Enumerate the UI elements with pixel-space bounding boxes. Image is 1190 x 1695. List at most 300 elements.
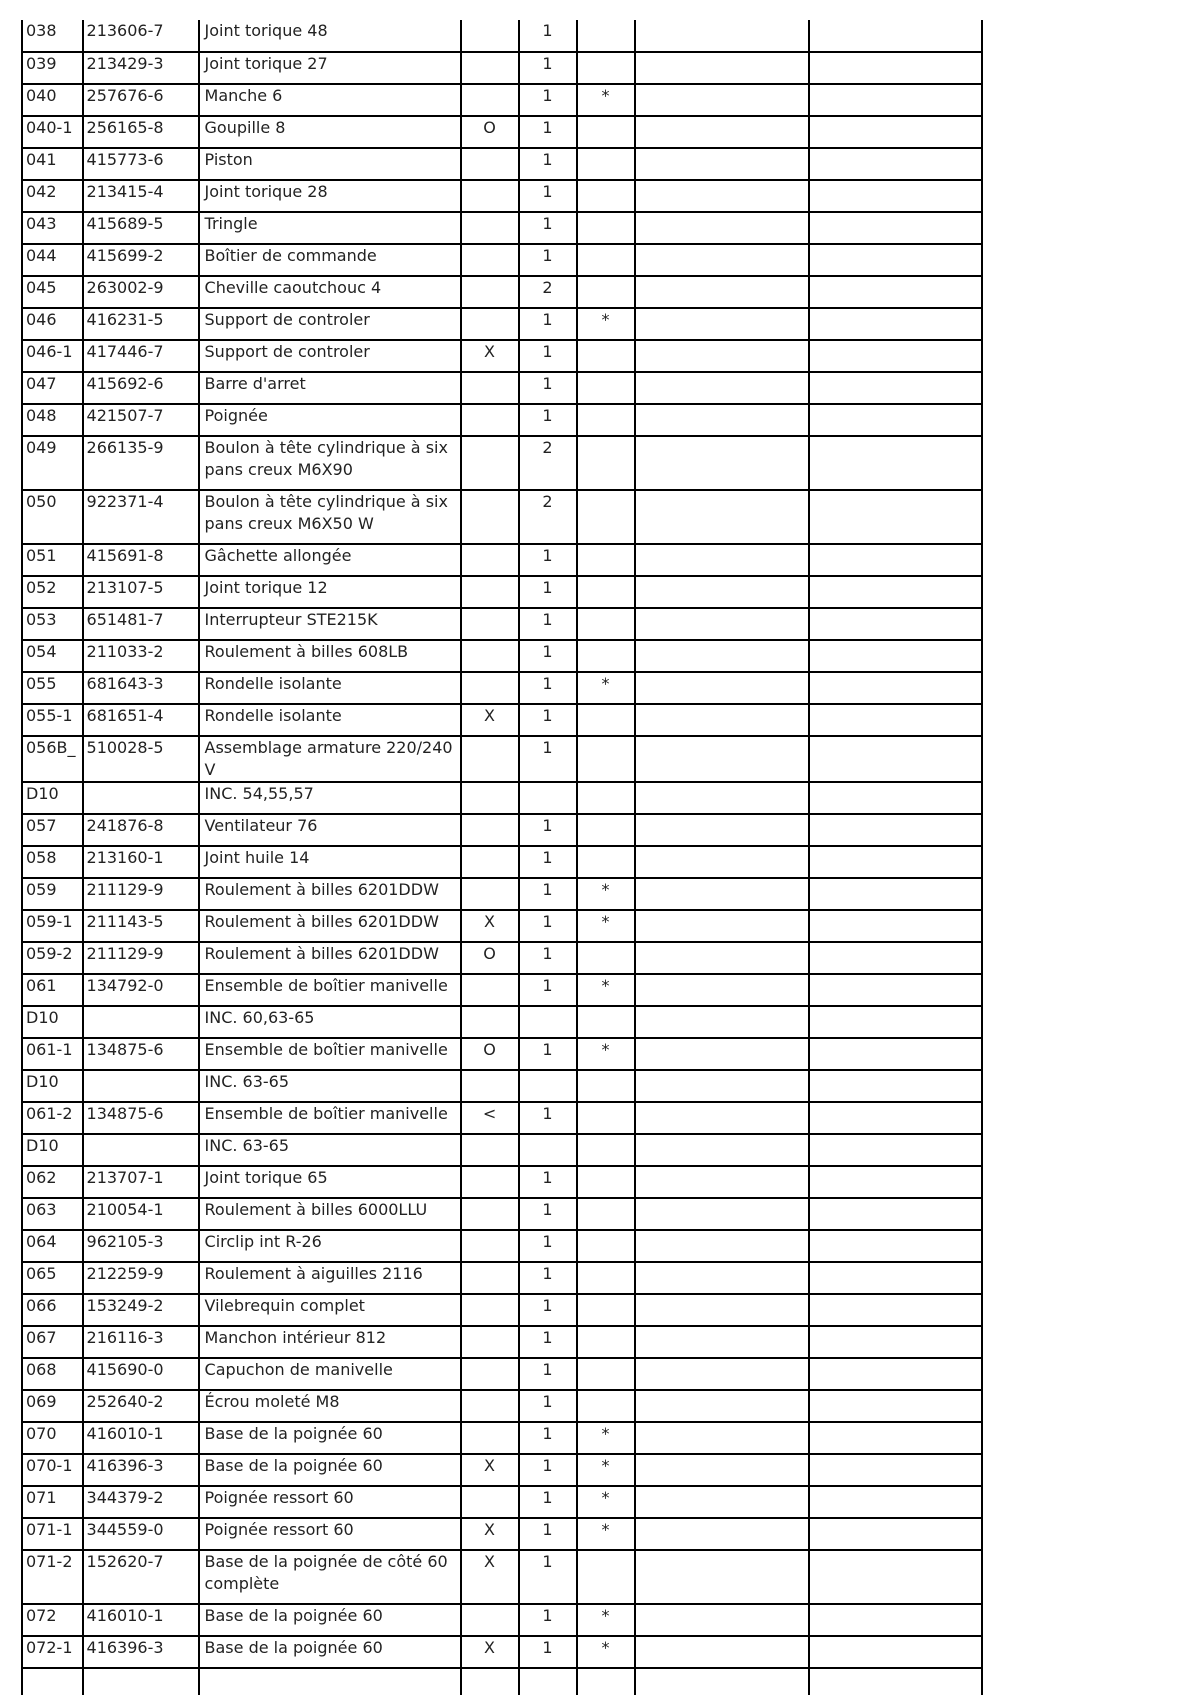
table-row: [22, 1486, 982, 1518]
variant-flag-cell: [461, 1262, 519, 1294]
description-cell: Assemblage armature 220/240V: [199, 736, 461, 782]
note-mark-cell: [577, 340, 635, 372]
variant-flag-cell: [461, 308, 519, 340]
blank-cell: [83, 1668, 199, 1695]
note-mark-cell: [577, 1358, 635, 1390]
ref-number-cell: 070-1: [22, 1454, 83, 1486]
ref-number-cell: 065: [22, 1262, 83, 1294]
description-cell: Support de controler: [199, 308, 461, 340]
variant-flag-cell: [461, 1390, 519, 1422]
variant-flag-cell: [461, 52, 519, 84]
table-row: [22, 116, 982, 148]
blank-cell: [809, 308, 982, 340]
variant-flag-cell: X: [461, 1454, 519, 1486]
blank-cell: [635, 672, 809, 704]
description-cell: Ventilateur 76: [199, 814, 461, 846]
variant-flag-cell: <: [461, 1102, 519, 1134]
quantity-cell: 2: [519, 490, 577, 544]
note-mark-cell: *: [577, 308, 635, 340]
blank-cell: [809, 608, 982, 640]
note-mark-cell: [577, 1390, 635, 1422]
variant-flag-cell: [461, 404, 519, 436]
note-mark-cell: [577, 52, 635, 84]
part-number-cell: 415691-8: [83, 544, 199, 576]
blank-cell: [635, 1230, 809, 1262]
table-row: [22, 736, 982, 782]
blank-cell: [635, 1390, 809, 1422]
blank-cell: [635, 576, 809, 608]
part-number-cell: 344559-0: [83, 1518, 199, 1550]
variant-flag-cell: [461, 1358, 519, 1390]
blank-cell: [199, 1668, 461, 1695]
ref-number-cell: 055-1: [22, 704, 83, 736]
description-cell: Interrupteur STE215K: [199, 608, 461, 640]
table-row: [22, 212, 982, 244]
note-mark-cell: [577, 782, 635, 814]
part-number-cell: 213415-4: [83, 180, 199, 212]
part-number-cell: 417446-7: [83, 340, 199, 372]
quantity-cell: [519, 1134, 577, 1166]
blank-cell: [519, 1668, 577, 1695]
variant-flag-cell: [461, 276, 519, 308]
variant-flag-cell: X: [461, 1518, 519, 1550]
blank-cell: [635, 942, 809, 974]
blank-cell: [461, 1668, 519, 1695]
blank-cell: [809, 490, 982, 544]
part-number-cell: 416010-1: [83, 1604, 199, 1636]
blank-cell: [809, 736, 982, 782]
blank-cell: [635, 1668, 809, 1695]
variant-flag-cell: [461, 1422, 519, 1454]
table-row: [22, 404, 982, 436]
blank-cell: [809, 1038, 982, 1070]
ref-number-cell: 043: [22, 212, 83, 244]
blank-cell: [635, 1198, 809, 1230]
variant-flag-cell: X: [461, 1636, 519, 1668]
blank-cell: [809, 1636, 982, 1668]
blank-cell: [635, 1262, 809, 1294]
blank-cell: [809, 974, 982, 1006]
note-mark-cell: *: [577, 84, 635, 116]
note-mark-cell: [577, 116, 635, 148]
ref-number-cell: 069: [22, 1390, 83, 1422]
note-mark-cell: [577, 608, 635, 640]
quantity-cell: [519, 782, 577, 814]
blank-cell: [22, 1668, 83, 1695]
table-row: [22, 878, 982, 910]
ref-number-cell: 071: [22, 1486, 83, 1518]
blank-cell: [809, 910, 982, 942]
note-mark-cell: *: [577, 1486, 635, 1518]
table-row: [22, 672, 982, 704]
quantity-cell: 1: [519, 1550, 577, 1604]
part-number-cell: 415773-6: [83, 148, 199, 180]
part-number-cell: 415699-2: [83, 244, 199, 276]
blank-cell: [635, 1518, 809, 1550]
table-row: [22, 1198, 982, 1230]
note-mark-cell: [577, 640, 635, 672]
blank-cell: [635, 1038, 809, 1070]
table-row: [22, 814, 982, 846]
part-number-cell: 421507-7: [83, 404, 199, 436]
note-mark-cell: *: [577, 1636, 635, 1668]
note-mark-cell: [577, 1230, 635, 1262]
note-mark-cell: [577, 704, 635, 736]
ref-number-cell: 045: [22, 276, 83, 308]
quantity-cell: 1: [519, 1604, 577, 1636]
blank-cell: [809, 1486, 982, 1518]
part-number-cell: 962105-3: [83, 1230, 199, 1262]
note-mark-cell: [577, 1006, 635, 1038]
description-cell: Joint torique 12: [199, 576, 461, 608]
variant-flag-cell: [461, 212, 519, 244]
quantity-cell: 1: [519, 340, 577, 372]
quantity-cell: 1: [519, 1038, 577, 1070]
note-mark-cell: *: [577, 1038, 635, 1070]
ref-number-cell: 051: [22, 544, 83, 576]
blank-cell: [635, 1454, 809, 1486]
variant-flag-cell: O: [461, 942, 519, 974]
quantity-cell: 1: [519, 1636, 577, 1668]
description-cell: Joint torique 65: [199, 1166, 461, 1198]
blank-cell: [809, 84, 982, 116]
description-cell: Base de la poignée 60: [199, 1604, 461, 1636]
part-number-cell: 415689-5: [83, 212, 199, 244]
blank-cell: [809, 180, 982, 212]
part-number-cell: 256165-8: [83, 116, 199, 148]
description-cell: Écrou moleté M8: [199, 1390, 461, 1422]
parts-table-body: [22, 20, 982, 1695]
part-number-cell: 213606-7: [83, 20, 199, 52]
description-cell: Base de la poignée 60: [199, 1636, 461, 1668]
blank-cell: [809, 1134, 982, 1166]
note-mark-cell: [577, 244, 635, 276]
description-cell: Rondelle isolante: [199, 704, 461, 736]
quantity-cell: [519, 1070, 577, 1102]
part-number-cell: 415692-6: [83, 372, 199, 404]
variant-flag-cell: [461, 1604, 519, 1636]
ref-number-cell: 072: [22, 1604, 83, 1636]
table-row: [22, 1390, 982, 1422]
table-row: [22, 1006, 982, 1038]
note-mark-cell: [577, 1550, 635, 1604]
part-number-cell: 510028-5: [83, 736, 199, 782]
ref-number-cell: 052: [22, 576, 83, 608]
blank-cell: [809, 1454, 982, 1486]
variant-flag-cell: X: [461, 704, 519, 736]
blank-cell: [635, 308, 809, 340]
ref-number-cell: 059: [22, 878, 83, 910]
part-number-cell: 210054-1: [83, 1198, 199, 1230]
quantity-cell: 1: [519, 244, 577, 276]
table-row: [22, 490, 982, 544]
part-number-cell: 263002-9: [83, 276, 199, 308]
table-row: [22, 52, 982, 84]
table-row: [22, 1102, 982, 1134]
variant-flag-cell: [461, 84, 519, 116]
description-cell: Goupille 8: [199, 116, 461, 148]
table-row: [22, 704, 982, 736]
ref-number-cell: 044: [22, 244, 83, 276]
quantity-cell: 1: [519, 52, 577, 84]
blank-cell: [635, 52, 809, 84]
blank-cell: [635, 490, 809, 544]
variant-flag-cell: [461, 640, 519, 672]
part-number-cell: 922371-4: [83, 490, 199, 544]
note-mark-cell: [577, 736, 635, 782]
quantity-cell: 1: [519, 544, 577, 576]
table-row: [22, 1422, 982, 1454]
blank-cell: [635, 736, 809, 782]
blank-cell: [809, 1422, 982, 1454]
table-row: [22, 640, 982, 672]
variant-flag-cell: [461, 490, 519, 544]
part-number-cell: 212259-9: [83, 1262, 199, 1294]
table-row: [22, 1294, 982, 1326]
blank-cell: [809, 782, 982, 814]
table-row: [22, 1038, 982, 1070]
ref-number-cell: 061-1: [22, 1038, 83, 1070]
blank-cell: [809, 1070, 982, 1102]
quantity-cell: 1: [519, 910, 577, 942]
description-cell: INC. 60,63-65: [199, 1006, 461, 1038]
description-cell: INC. 63-65: [199, 1134, 461, 1166]
note-mark-cell: *: [577, 878, 635, 910]
blank-cell: [809, 1326, 982, 1358]
variant-flag-cell: [461, 1006, 519, 1038]
blank-cell: [809, 148, 982, 180]
quantity-cell: 1: [519, 878, 577, 910]
part-number-cell: 152620-7: [83, 1550, 199, 1604]
part-number-cell: 134875-6: [83, 1038, 199, 1070]
part-number-cell: 134792-0: [83, 974, 199, 1006]
blank-cell: [635, 814, 809, 846]
variant-flag-cell: [461, 1198, 519, 1230]
blank-cell: [809, 1550, 982, 1604]
blank-cell: [577, 1668, 635, 1695]
ref-number-cell: 062: [22, 1166, 83, 1198]
description-cell: Gâchette allongée: [199, 544, 461, 576]
quantity-cell: 1: [519, 1518, 577, 1550]
table-row: [22, 340, 982, 372]
blank-cell: [809, 212, 982, 244]
ref-number-cell: 047: [22, 372, 83, 404]
blank-cell: [635, 1070, 809, 1102]
blank-cell: [635, 782, 809, 814]
note-mark-cell: [577, 148, 635, 180]
quantity-cell: 1: [519, 212, 577, 244]
note-mark-cell: *: [577, 1604, 635, 1636]
part-number-cell: [83, 782, 199, 814]
blank-cell: [635, 180, 809, 212]
quantity-cell: 1: [519, 372, 577, 404]
variant-flag-cell: [461, 1134, 519, 1166]
table-row: [22, 1070, 982, 1102]
part-number-cell: 153249-2: [83, 1294, 199, 1326]
table-row: [22, 84, 982, 116]
part-number-cell: 252640-2: [83, 1390, 199, 1422]
blank-cell: [635, 704, 809, 736]
note-mark-cell: *: [577, 1422, 635, 1454]
part-number-cell: 681651-4: [83, 704, 199, 736]
blank-cell: [809, 244, 982, 276]
part-number-cell: 211143-5: [83, 910, 199, 942]
part-number-cell: 213160-1: [83, 846, 199, 878]
variant-flag-cell: [461, 782, 519, 814]
blank-cell: [809, 640, 982, 672]
variant-flag-cell: X: [461, 910, 519, 942]
table-row: [22, 1636, 982, 1668]
description-cell: Ensemble de boîtier manivelle: [199, 1102, 461, 1134]
variant-flag-cell: X: [461, 1550, 519, 1604]
variant-flag-cell: [461, 1326, 519, 1358]
ref-number-cell: 059-2: [22, 942, 83, 974]
quantity-cell: 1: [519, 1326, 577, 1358]
quantity-cell: 1: [519, 640, 577, 672]
description-cell: Support de controler: [199, 340, 461, 372]
part-number-cell: 134875-6: [83, 1102, 199, 1134]
blank-cell: [635, 640, 809, 672]
description-cell: Poignée: [199, 404, 461, 436]
blank-cell: [635, 846, 809, 878]
part-number-cell: 211033-2: [83, 640, 199, 672]
blank-cell: [635, 276, 809, 308]
note-mark-cell: [577, 1326, 635, 1358]
description-cell: Base de la poignée 60: [199, 1422, 461, 1454]
description-cell: Joint torique 28: [199, 180, 461, 212]
blank-cell: [635, 1550, 809, 1604]
ref-number-cell: 038: [22, 20, 83, 52]
table-row: [22, 1134, 982, 1166]
note-mark-cell: [577, 276, 635, 308]
blank-cell: [809, 1604, 982, 1636]
table-row: [22, 942, 982, 974]
quantity-cell: 1: [519, 576, 577, 608]
description-cell: Joint torique 48: [199, 20, 461, 52]
variant-flag-cell: [461, 576, 519, 608]
blank-cell: [809, 672, 982, 704]
description-cell: Base de la poignée 60: [199, 1454, 461, 1486]
part-number-cell: 415690-0: [83, 1358, 199, 1390]
variant-flag-cell: [461, 974, 519, 1006]
note-mark-cell: *: [577, 1518, 635, 1550]
quantity-cell: 1: [519, 1262, 577, 1294]
blank-cell: [635, 608, 809, 640]
part-number-cell: 416396-3: [83, 1454, 199, 1486]
ref-number-cell: 056B_: [22, 736, 83, 782]
description-cell: Ensemble de boîtier manivelle: [199, 974, 461, 1006]
blank-cell: [809, 1358, 982, 1390]
blank-cell: [635, 1486, 809, 1518]
note-mark-cell: [577, 372, 635, 404]
part-number-cell: 416396-3: [83, 1636, 199, 1668]
blank-cell: [635, 1102, 809, 1134]
description-cell: INC. 63-65: [199, 1070, 461, 1102]
quantity-cell: 1: [519, 20, 577, 52]
description-cell: Poignée ressort 60: [199, 1486, 461, 1518]
blank-cell: [809, 846, 982, 878]
part-number-cell: 216116-3: [83, 1326, 199, 1358]
blank-cell: [635, 1636, 809, 1668]
blank-cell: [809, 1294, 982, 1326]
blank-cell: [809, 1102, 982, 1134]
ref-number-cell: 071-2: [22, 1550, 83, 1604]
blank-cell: [809, 1668, 982, 1695]
ref-number-cell: 067: [22, 1326, 83, 1358]
variant-flag-cell: [461, 1166, 519, 1198]
table-row: [22, 180, 982, 212]
ref-number-cell: 064: [22, 1230, 83, 1262]
blank-cell: [809, 1390, 982, 1422]
part-number-cell: 416010-1: [83, 1422, 199, 1454]
ref-number-cell: 048: [22, 404, 83, 436]
blank-cell: [809, 1230, 982, 1262]
blank-cell: [635, 910, 809, 942]
blank-cell: [809, 1518, 982, 1550]
quantity-cell: 1: [519, 148, 577, 180]
blank-cell: [809, 52, 982, 84]
blank-cell: [635, 404, 809, 436]
quantity-cell: 1: [519, 704, 577, 736]
part-number-cell: 213707-1: [83, 1166, 199, 1198]
ref-number-cell: D10: [22, 1006, 83, 1038]
variant-flag-cell: [461, 736, 519, 782]
part-number-cell: 651481-7: [83, 608, 199, 640]
part-number-cell: [83, 1006, 199, 1038]
note-mark-cell: [577, 1166, 635, 1198]
note-mark-cell: [577, 1134, 635, 1166]
note-mark-cell: [577, 404, 635, 436]
ref-number-cell: 063: [22, 1198, 83, 1230]
part-number-cell: 241876-8: [83, 814, 199, 846]
description-cell: Tringle: [199, 212, 461, 244]
ref-number-cell: 054: [22, 640, 83, 672]
variant-flag-cell: O: [461, 116, 519, 148]
blank-cell: [635, 1422, 809, 1454]
ref-number-cell: 041: [22, 148, 83, 180]
note-mark-cell: [577, 20, 635, 52]
note-mark-cell: [577, 1102, 635, 1134]
table-row: [22, 576, 982, 608]
description-cell: Roulement à billes 6201DDW: [199, 878, 461, 910]
quantity-cell: 1: [519, 736, 577, 782]
quantity-cell: 1: [519, 308, 577, 340]
part-number-cell: 257676-6: [83, 84, 199, 116]
blank-cell: [809, 814, 982, 846]
blank-cell: [635, 148, 809, 180]
table-row: [22, 544, 982, 576]
note-mark-cell: [577, 544, 635, 576]
blank-cell: [635, 340, 809, 372]
note-mark-cell: [577, 942, 635, 974]
blank-cell: [635, 84, 809, 116]
table-row: [22, 608, 982, 640]
quantity-cell: 1: [519, 1390, 577, 1422]
ref-number-cell: 057: [22, 814, 83, 846]
description-cell: Capuchon de manivelle: [199, 1358, 461, 1390]
note-mark-cell: [577, 814, 635, 846]
note-mark-cell: [577, 1198, 635, 1230]
blank-cell: [809, 576, 982, 608]
blank-cell: [809, 372, 982, 404]
table-row: [22, 276, 982, 308]
table-row: [22, 1262, 982, 1294]
description-cell: Piston: [199, 148, 461, 180]
quantity-cell: 1: [519, 608, 577, 640]
table-row: [22, 1518, 982, 1550]
variant-flag-cell: [461, 1070, 519, 1102]
blank-cell: [635, 436, 809, 490]
